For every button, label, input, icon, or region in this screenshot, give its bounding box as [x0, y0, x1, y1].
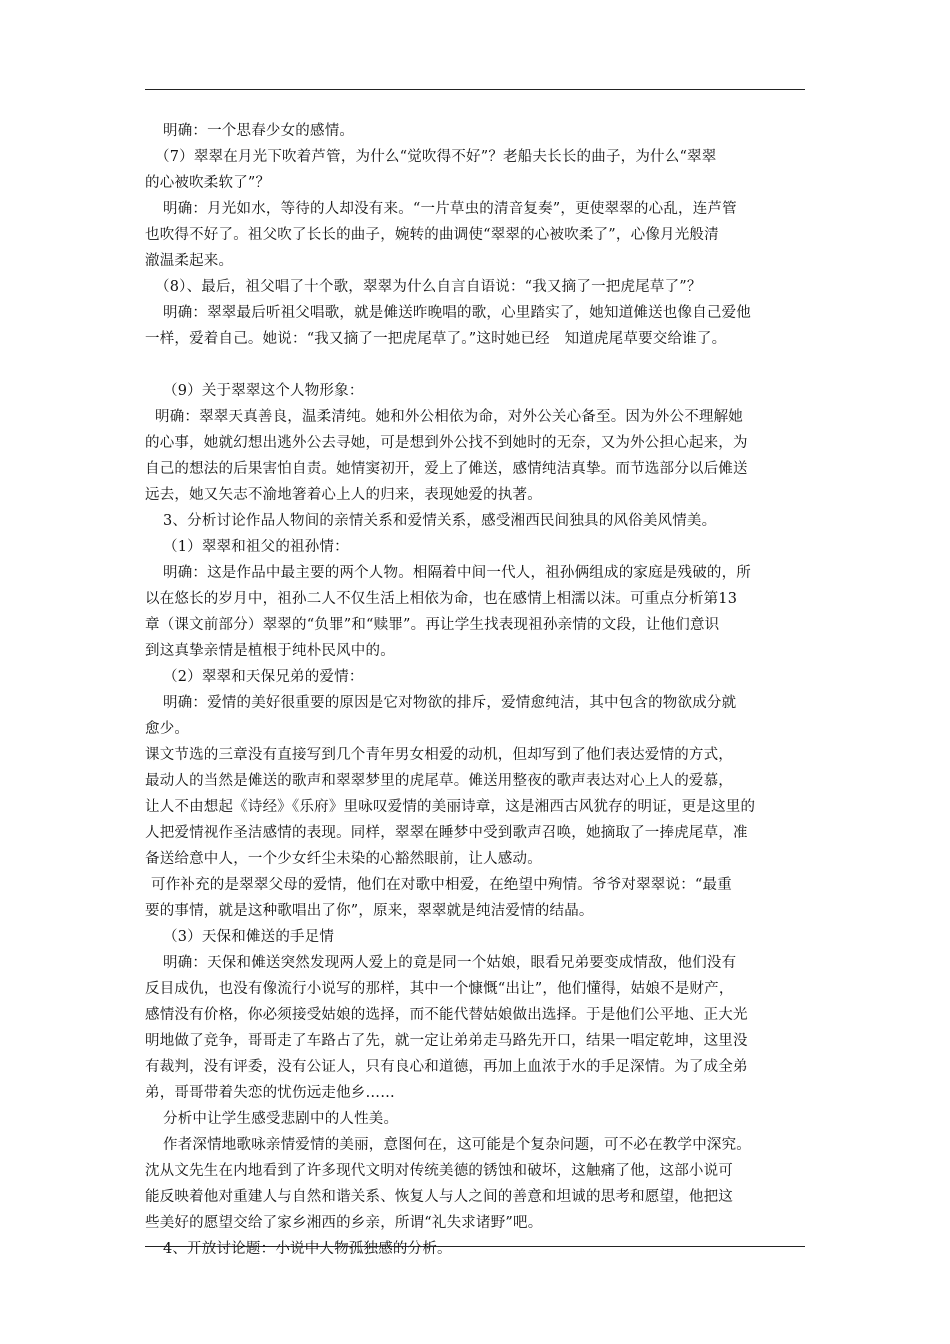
paragraph-line: 有裁判，没有评委，没有公证人，只有良心和道德，再加上血浓于水的手足深情。为了成全弟 [145, 1059, 748, 1075]
paragraph-line: 明确：翠翠最后听祖父唱歌，就是傩送昨晚唱的歌，心里踏实了，她知道傩送也像自己爱他 [163, 305, 751, 321]
section-heading: 3、分析讨论作品人物间的亲情关系和爱情关系，感受湘西民间独具的风俗美风情美。 [163, 513, 717, 529]
paragraph-line: 备送给意中人，一个少女纤尘未染的心豁然眼前，让人感动。 [145, 851, 542, 867]
paragraph-line: 到这真挚亲情是植根于纯朴民风中的。 [145, 643, 395, 659]
section-heading: 4、开放讨论题：小说中人物孤独感的分析。 [163, 1241, 452, 1257]
paragraph-line: 以在悠长的岁月中，祖孙二人不仅生活上相依为命，也在感情上相濡以沫。可重点分析第13 [145, 591, 738, 607]
subsection-heading: （2）翠翠和天保兄弟的爱情： [163, 669, 364, 685]
blank-line [145, 352, 807, 378]
subsection-heading: （3）天保和傩送的手足情 [163, 929, 335, 945]
paragraph-line: 明确：一个思春少女的感情。 [163, 123, 355, 139]
paragraph-line: 也吹得不好了。祖父吹了长长的曲子，婉转的曲调使“翠翠的心被吹柔了”，心像月光般清 [145, 227, 719, 243]
paragraph-line: 弟，哥哥带着失恋的忧伤远走他乡…… [145, 1085, 395, 1101]
paragraph-line: 明确：爱情的美好很重要的原因是它对物欲的排斥，爱情愈纯洁，其中包含的物欲成分就 [163, 695, 737, 711]
paragraph-line: 的心事，她就幻想出逃外公去寻她，可是想到外公找不到她时的无奈，又为外公担心起来，为 [145, 435, 748, 451]
paragraph-line: 明确：翠翠天真善良，温柔清纯。她和外公相依为命，对外公关心备至。因为外公不理解她 [155, 409, 743, 425]
question-line: （8）、最后，祖父唱了十个歌，翠翠为什么自言自语说：“我又摘了一把虎尾草了”？ [155, 279, 702, 295]
paragraph-line: 的心被吹柔软了”？ [145, 175, 271, 191]
paragraph-line: 要的事情，就是这种歌唱出了你”，原来，翠翠就是纯洁爱情的结晶。 [145, 903, 594, 919]
document-body [145, 118, 807, 1262]
paragraph-line: 沈从文先生在内地看到了许多现代文明对传统美德的锈蚀和破坏，这触痛了他，这部小说可 [145, 1163, 733, 1179]
paragraph-line: 明确：这是作品中最主要的两个人物。相隔着中间一代人，祖孙俩组成的家庭是残破的，所 [163, 565, 751, 581]
question-line: （9）关于翠翠这个人物形象： [163, 383, 364, 399]
paragraph-line: 愈少。 [145, 721, 190, 737]
paragraph-line: 分析中让学生感受悲剧中的人性美。 [163, 1111, 399, 1127]
paragraph-line: 章（课文前部分）翠翠的“负罪”和“赎罪”。再让学生找表现祖孙亲情的文段，让他们意识 [145, 617, 720, 633]
footer-rule [145, 1246, 805, 1247]
paragraph-line: 感情没有价格，你必须接受姑娘的选择，而不能代替姑娘做出选择。于是他们公平地、正大光 [145, 1007, 748, 1023]
paragraph-line: 一样，爱着自己。她说：“我又摘了一把虎尾草了。”这时她已经 知道虎尾草要交给谁了。 [145, 331, 727, 347]
paragraph-line: 人把爱情视作圣洁感情的表现。同样，翠翠在睡梦中受到歌声召唤，她摘取了一捧虎尾草，准 [145, 825, 748, 841]
paragraph-line: 可作补充的是翠翠父母的爱情，他们在对歌中相爱，在绝望中殉情。爷爷对翠翠说：“最重 [151, 877, 732, 893]
question-line: （7）翠翠在月光下吹着芦管，为什么“觉吹得不好”？老船夫长长的曲子，为什么“翠翠 [155, 149, 717, 165]
paragraph-line: 反目成仇，也没有像流行小说写的那样，其中一个慷慨“出让”，他们懂得，姑娘不是财产， [145, 981, 734, 997]
paragraph-line: 明确：天保和傩送突然发现两人爱上的竟是同一个姑娘，眼看兄弟要变成情敌，他们没有 [163, 955, 737, 971]
header-rule [145, 89, 805, 90]
paragraph-line: 课文节选的三章没有直接写到几个青年男女相爱的动机，但却写到了他们表达爱情的方式， [145, 747, 733, 763]
paragraph-line: 能反映着他对重建人与自然和谐关系、恢复人与人之间的善意和坦诚的思考和愿望，他把这 [145, 1189, 733, 1205]
paragraph-line: 些美好的愿望交给了家乡湘西的乡亲，所谓“礼失求诸野”吧。 [145, 1215, 543, 1231]
paragraph-line: 自己的想法的后果害怕自责。她情窦初开，爱上了傩送，感情纯洁真挚。而节选部分以后傩送 [145, 461, 748, 477]
paragraph-line: 让人不由想起《诗经》《乐府》里咏叹爱情的美丽诗章，这是湘西古风犹存的明证，更是这里的 [145, 799, 756, 815]
paragraph-line: 明地做了竞争，哥哥走了车路占了先，就一定让弟弟走马路先开口，结果一唱定乾坤，这里没 [145, 1033, 748, 1049]
paragraph-line: 澈温柔起来。 [145, 253, 234, 269]
paragraph-line: 最动人的当然是傩送的歌声和翠翠梦里的虎尾草。傩送用整夜的歌声表达对心上人的爱慕， [145, 773, 733, 789]
paragraph-line: 远去，她又矢志不渝地箸着心上人的归来，表现她爱的执著。 [145, 487, 542, 503]
subsection-heading: （1）翠翠和祖父的祖孙情： [163, 539, 349, 555]
paragraph-line: 作者深情地歌咏亲情爱情的美丽，意图何在，这可能是个复杂问题，可不必在教学中深究。 [163, 1137, 751, 1153]
paragraph-line: 明确：月光如水，等待的人却没有来。“一片草虫的清音复奏”，更使翠翠的心乱，连芦管 [163, 201, 737, 217]
